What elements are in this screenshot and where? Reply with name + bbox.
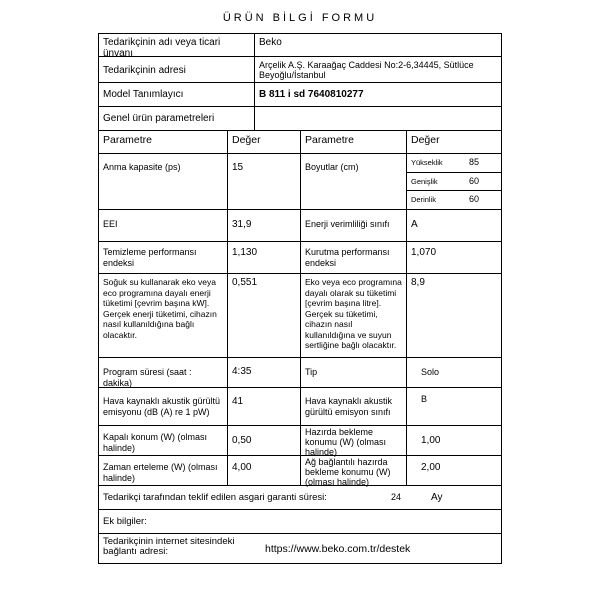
energy-class-label: Enerji verimliliği sınıfı (301, 210, 407, 241)
program-row (98, 358, 502, 388)
website-label: Tedarikçinin internet sitesindeki bağlantı adresi: (103, 536, 235, 557)
depth-row (407, 191, 501, 209)
consumption-row (98, 274, 502, 358)
eei-value: 31,9 (228, 210, 301, 241)
performance-row (98, 242, 502, 274)
energy-consumption-label: Soğuk su kullanarak eko veya eco programına dayalı enerji tüketimi [çevrim başına kW]. Gerçek enerji tüketimi, cihazın nasıl kullanıldığına bağlı olacaktır. (99, 274, 228, 357)
type-value: Solo (421, 367, 440, 377)
program-value: 4:35 (228, 358, 301, 387)
capacity-value: 15 (228, 154, 301, 209)
width-row (407, 173, 501, 192)
website-row (98, 534, 502, 564)
header-param-2: Parametre (301, 131, 407, 153)
cleaning-value: 1,130 (228, 242, 301, 273)
header-value-2: Değer (411, 134, 440, 146)
model-label: Model Tanımlayıcı (99, 83, 255, 106)
supplier-name-row (98, 33, 502, 57)
noise-label: Hava kaynaklı akustik gürültü emisyonu (dB (A) re 1 pW) (99, 388, 228, 425)
general-params-empty (255, 107, 501, 130)
dimensions-label: Boyutlar (cm) (301, 154, 407, 209)
off-label: Kapalı konum (W) (olması halinde) (99, 426, 228, 455)
supplier-address-label: Tedarikçinin adresi (99, 57, 255, 82)
general-params-row (98, 107, 502, 131)
energy-consumption-value: 0,551 (228, 274, 301, 357)
noise-class-value: B (421, 394, 428, 404)
off-value: 0,50 (228, 426, 301, 455)
header-value-1: Değer (228, 131, 301, 153)
model-value: B 811 i sd 7640810277 (259, 89, 364, 100)
supplier-address-row (98, 57, 502, 83)
delay-label: Zaman erteleme (W) (olması halinde) (99, 456, 228, 485)
eei-label: EEI (99, 210, 228, 241)
energy-class-value: A (411, 219, 418, 230)
standby-value: 1,00 (421, 435, 441, 446)
warranty-label: Tedarikçi tarafından teklif edilen asgari garanti süresi: (103, 492, 327, 503)
supplier-address-value: Arçelik A.Ş. Karaağaç Caddesi No:2-6,34445, Sütlüce Beyoğlu/İstanbul (259, 60, 474, 80)
noise-value: 41 (228, 388, 301, 425)
capacity-row (98, 154, 502, 210)
network-value: 2,00 (421, 462, 441, 473)
capacity-label: Anma kapasite (ps) (99, 154, 228, 209)
noise-class-label: Hava kaynaklı akustik gürültü emisyon sınıfı (301, 388, 407, 425)
noise-row (98, 388, 502, 426)
delay-value: 4,00 (228, 456, 301, 485)
extra-info-label: Ek bilgiler: (103, 516, 147, 527)
dimensions-values (407, 154, 501, 209)
depth-value: 60 (469, 194, 480, 205)
water-consumption-value: 8,9 (411, 277, 425, 288)
network-label: Ağ bağlantılı hazırda bekleme konumu (W) (olması halinde) (301, 456, 407, 485)
supplier-name-value: Beko (259, 37, 282, 48)
program-label: Program süresi (saat : dakika) (99, 358, 228, 387)
extra-info-row (98, 510, 502, 534)
height-value: 85 (469, 157, 480, 167)
standby-label: Hazırda bekleme konumu (W) (olması halinde) (301, 426, 407, 455)
height-row (407, 154, 501, 173)
width-label: Genişlik (411, 176, 438, 186)
delay-network-row (98, 456, 502, 486)
off-standby-row (98, 426, 502, 456)
height-label: Yükseklik (411, 158, 443, 167)
width-value: 60 (469, 175, 480, 186)
water-consumption-label: Eko veya eco programına dayalı olarak su tüketimi [çevrim başına litre]. Gerçek su tüketimi, cihazın nasıl kullanıldığına ve suyun sertliğine bağlı olacaktır. (301, 274, 407, 357)
product-info-table (98, 33, 502, 564)
depth-label: Derinlik (411, 195, 437, 205)
warranty-row (98, 486, 502, 510)
header-param-1: Parametre (99, 131, 228, 153)
supplier-name-label: Tedarikçinin adı veya ticari ünvanı (99, 34, 255, 56)
drying-value: 1,070 (411, 247, 437, 258)
model-row (98, 83, 502, 107)
warranty-value: 24 (391, 492, 402, 502)
drying-label: Kurutma performansı endeksi (301, 242, 407, 273)
website-link[interactable]: https://www.beko.com.tr/destek (265, 543, 411, 555)
general-params-label: Genel ürün parametreleri (99, 107, 255, 130)
cleaning-label: Temizleme performansı endeksi (99, 242, 228, 273)
header-row (98, 131, 502, 154)
eei-row (98, 210, 502, 242)
type-label: Tip (301, 358, 407, 387)
form-title: ÜRÜN BİLGİ FORMU (222, 12, 378, 24)
warranty-unit: Ay (431, 492, 443, 503)
